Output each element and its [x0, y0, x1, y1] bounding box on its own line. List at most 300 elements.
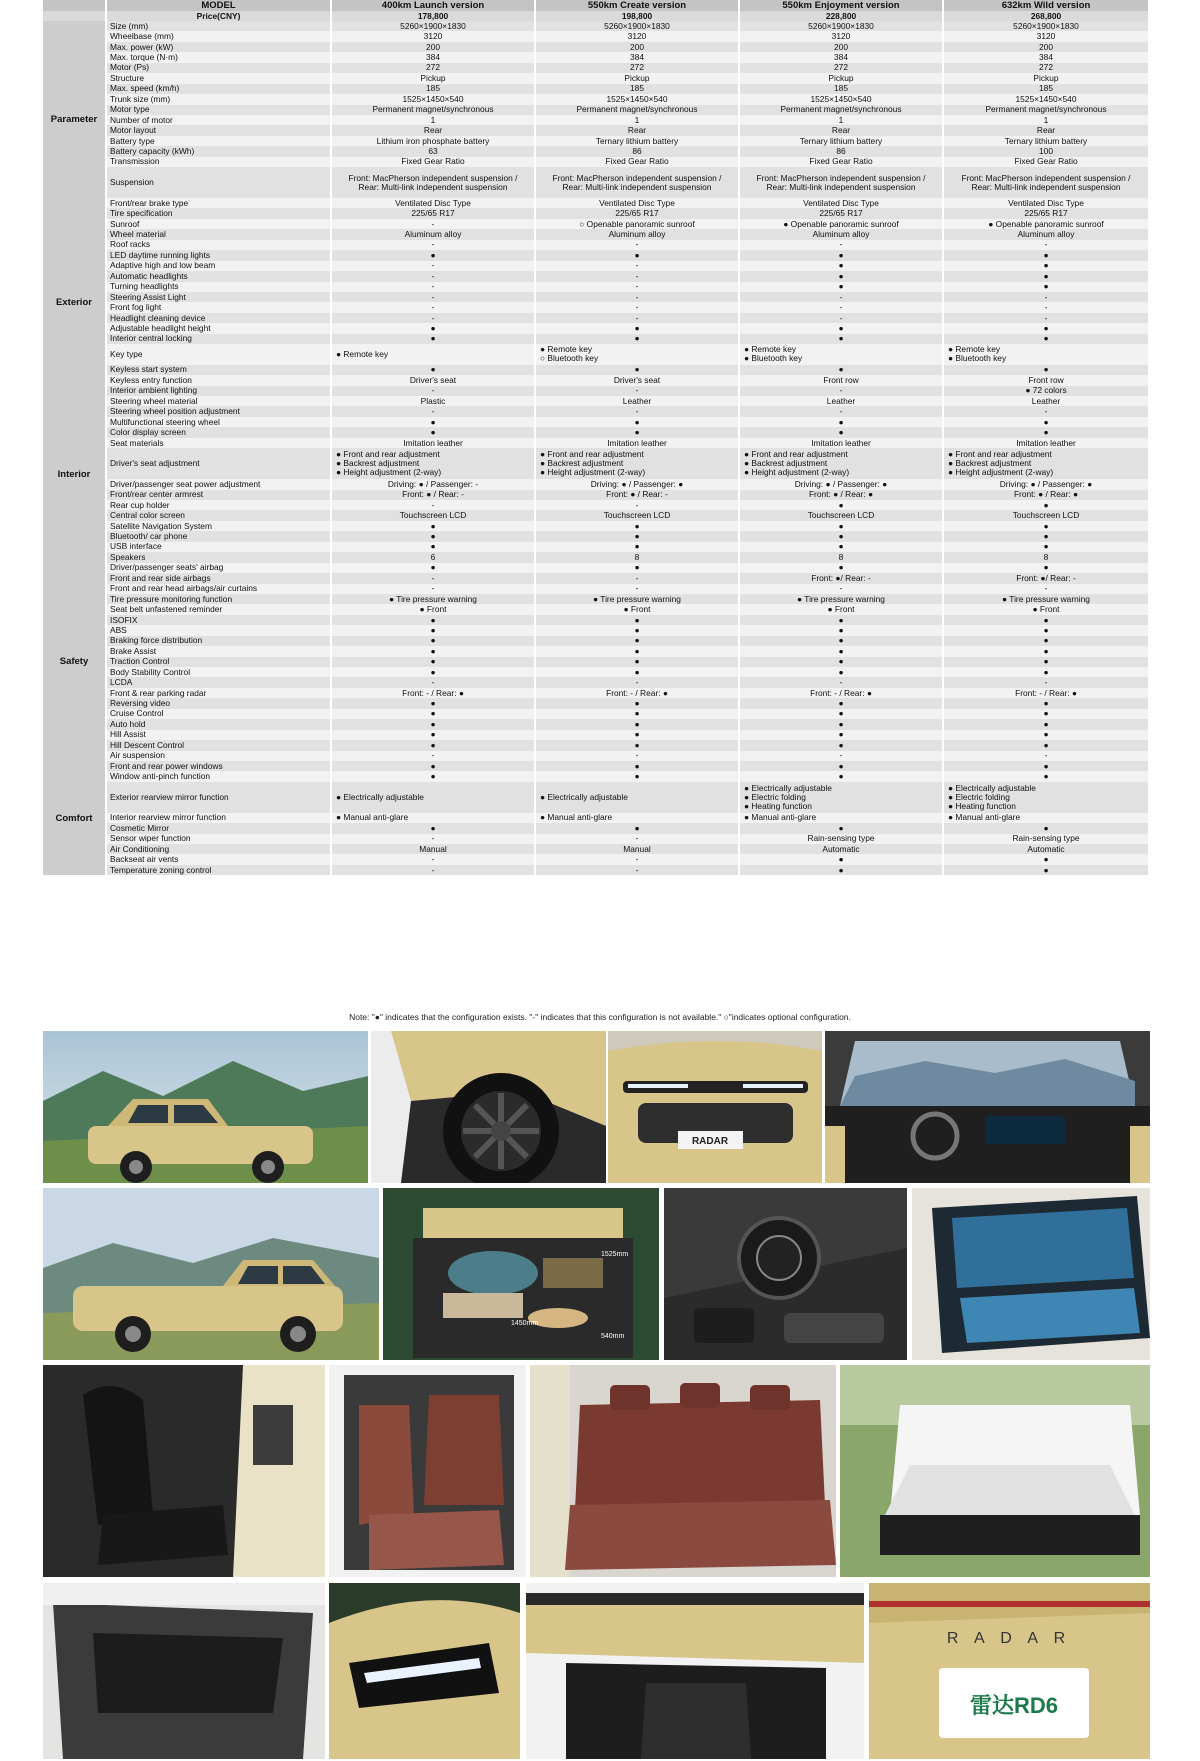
spec-label: Max. torque (N·m) [106, 52, 331, 62]
spec-row [43, 730, 1149, 740]
spec-row [43, 500, 1149, 510]
spec-value-line: ● Front and rear adjustment [336, 449, 440, 460]
spec-label: Headlight cleaning device [106, 313, 331, 323]
spec-value: - [535, 865, 739, 875]
spec-value: - [331, 271, 535, 281]
spec-value: - [739, 677, 943, 687]
spec-label: Keyless entry function [106, 375, 331, 385]
spec-value: Aluminum alloy [331, 229, 535, 239]
spec-row [43, 667, 1149, 677]
spec-value: ● [331, 761, 535, 771]
spec-value: Ternary lithium battery [943, 136, 1149, 146]
spec-value-line: ● Height adjustment (2-way) [744, 467, 850, 478]
spec-value: 100 [943, 146, 1149, 156]
spec-label: Max. power (kW) [106, 42, 331, 52]
spec-value: Rain-sensing type [739, 834, 943, 844]
spec-row [43, 657, 1149, 667]
spec-value: Imitation leather [535, 438, 739, 448]
spec-value: ● [535, 636, 739, 646]
section-label: Parameter [43, 21, 106, 219]
spec-value-line: Rear: Multi-link independent suspension [766, 181, 916, 192]
spec-value-line: Front: MacPherson independent suspension / [961, 172, 1131, 183]
spec-row [43, 438, 1149, 448]
spec-row [43, 42, 1149, 52]
spec-value: ● Openable panoramic sunroof [943, 219, 1149, 229]
spec-value: ● [739, 250, 943, 260]
spec-value: ● [535, 625, 739, 635]
spec-value: 3120 [331, 31, 535, 41]
spec-value: 1 [331, 115, 535, 125]
spec-value: 86 [739, 146, 943, 156]
spec-value: Front: ● / Rear: - [331, 490, 535, 500]
spec-label: Color display screen [106, 427, 331, 437]
spec-value: ● [331, 771, 535, 781]
spec-value [535, 344, 739, 365]
spec-value: - [535, 584, 739, 594]
spec-row [43, 417, 1149, 427]
spec-value: - [535, 854, 739, 864]
spec-value: ● [331, 250, 535, 260]
spec-value: - [739, 386, 943, 396]
spec-value: - [331, 751, 535, 761]
spec-row [43, 604, 1149, 614]
spec-value: ● [535, 719, 739, 729]
spec-value: Touchscreen LCD [739, 510, 943, 520]
spec-value: 200 [739, 42, 943, 52]
spec-value-line: ● Electrically adjustable [948, 782, 1036, 793]
spec-value: ● [739, 646, 943, 656]
spec-value [739, 448, 943, 479]
spec-value: Driver's seat [535, 375, 739, 385]
spec-row [43, 302, 1149, 312]
model-name: 550km Create version [535, 0, 739, 11]
spec-value: ● [943, 615, 1149, 625]
spec-label: Seat belt unfastened reminder [106, 604, 331, 614]
spec-row [43, 761, 1149, 771]
spec-label: Steering wheel material [106, 396, 331, 406]
spec-label: Tire specification [106, 208, 331, 218]
spec-label: Satellite Navigation System [106, 521, 331, 531]
spec-value: Rear [739, 125, 943, 135]
spec-label: Driver/passenger seats' airbag [106, 563, 331, 573]
spec-value: ● [535, 667, 739, 677]
spec-row [43, 261, 1149, 271]
spec-row [43, 136, 1149, 146]
photo-front-seats [43, 1365, 325, 1577]
spec-value: ● [739, 563, 943, 573]
spec-row [43, 167, 1149, 198]
price-row [43, 11, 1149, 21]
spec-value: 3120 [739, 31, 943, 41]
spec-value: ● [331, 323, 535, 333]
spec-value: ● [331, 427, 535, 437]
spec-value: Ventilated Disc Type [943, 198, 1149, 208]
spec-value: ● [535, 521, 739, 531]
spec-value: 1525×1450×540 [943, 94, 1149, 104]
spec-value: ● [739, 823, 943, 833]
spec-label: USB interface [106, 542, 331, 552]
spec-value: ● [943, 250, 1149, 260]
spec-value-line: ○ Bluetooth key [540, 353, 599, 364]
spec-row [43, 386, 1149, 396]
spec-row [43, 323, 1149, 333]
spec-value: 272 [535, 63, 739, 73]
spec-row [43, 406, 1149, 416]
section-label: Comfort [43, 761, 106, 875]
spec-row [43, 292, 1149, 302]
spec-value: - [331, 584, 535, 594]
photo-white-tailgate [840, 1365, 1150, 1577]
spec-label: Rear cup holder [106, 500, 331, 510]
spec-value: ● Tire pressure warning [739, 594, 943, 604]
spec-value: ● [739, 667, 943, 677]
spec-value: ● [943, 427, 1149, 437]
spec-value-line: Rear: Multi-link independent suspension [358, 181, 508, 192]
spec-value: ● [331, 740, 535, 750]
spec-value: ● [739, 282, 943, 292]
spec-row [43, 271, 1149, 281]
spec-value: Driving: ● / Passenger: ● [535, 479, 739, 489]
spec-value: ● [739, 625, 943, 635]
spec-value: - [739, 406, 943, 416]
spec-value: - [331, 386, 535, 396]
legend-note: Note: "●" indicates that the configuration exists. "-" indicates that this configuration is not available." ○"indicates optional configuration. [349, 1012, 851, 1022]
spec-row [43, 31, 1149, 41]
spec-value: Driving: ● / Passenger: - [331, 479, 535, 489]
spec-row [43, 219, 1149, 229]
spec-value: - [943, 240, 1149, 250]
spec-value: Driver's seat [331, 375, 535, 385]
spec-value: 1 [535, 115, 739, 125]
spec-row [43, 573, 1149, 583]
spec-value: Pickup [943, 73, 1149, 83]
spec-value: - [331, 282, 535, 292]
spec-value: 225/65 R17 [943, 208, 1149, 218]
spec-row [43, 313, 1149, 323]
spec-value: 8 [535, 552, 739, 562]
photo-cargo-bed [383, 1188, 659, 1360]
spec-value: ● Manual anti-glare [331, 813, 535, 823]
spec-value: ● [535, 730, 739, 740]
spec-value: ● [535, 427, 739, 437]
spec-value: ● Front [739, 604, 943, 614]
spec-value: Front: - / Rear: ● [943, 688, 1149, 698]
spec-value: - [535, 240, 739, 250]
spec-value: ● [331, 334, 535, 344]
spec-value: ● [535, 761, 739, 771]
spec-value: ● Front [331, 604, 535, 614]
dim-1450: 1450mm [511, 1320, 539, 1327]
spec-value: ● [331, 417, 535, 427]
spec-value: ● [943, 417, 1149, 427]
spec-value: - [331, 240, 535, 250]
photo-dashboard [825, 1031, 1150, 1183]
spec-value-line: ● Electrically adjustable [540, 791, 628, 802]
spec-row [43, 479, 1149, 489]
spec-value: Imitation leather [739, 438, 943, 448]
spec-value: 225/65 R17 [535, 208, 739, 218]
spec-value: Rear [331, 125, 535, 135]
spec-value: Ventilated Disc Type [331, 198, 535, 208]
spec-label: Adjustable headlight height [106, 323, 331, 333]
spec-label: Window anti-pinch function [106, 771, 331, 781]
spec-row [43, 282, 1149, 292]
spec-value: ● [739, 698, 943, 708]
spec-label: Traction Control [106, 657, 331, 667]
spec-label: Sunroof [106, 219, 331, 229]
spec-row [43, 782, 1149, 813]
spec-value [943, 344, 1149, 365]
spec-row [43, 865, 1149, 875]
photo-sunroof [912, 1188, 1150, 1360]
spec-value: Driving: ● / Passenger: ● [943, 479, 1149, 489]
spec-row [43, 240, 1149, 250]
spec-value: ● [943, 323, 1149, 333]
section-label: Exterior [43, 219, 106, 386]
spec-value: ● [943, 823, 1149, 833]
spec-value-line: ● Backrest adjustment [540, 458, 624, 469]
spec-value: ● [535, 740, 739, 750]
spec-label: ISOFIX [106, 615, 331, 625]
photo-roof-rail [526, 1583, 864, 1759]
spec-label: Sensor wiper function [106, 834, 331, 844]
dim-540: 540mm [601, 1333, 625, 1340]
spec-value: ● [535, 646, 739, 656]
spec-value: Front row [739, 375, 943, 385]
spec-value: 63 [331, 146, 535, 156]
spec-label: ABS [106, 625, 331, 635]
spec-value: ● [943, 865, 1149, 875]
model-header-row [43, 0, 1149, 11]
spec-value: ● [943, 657, 1149, 667]
spec-value: Ventilated Disc Type [739, 198, 943, 208]
spec-row [43, 448, 1149, 479]
spec-value-line: ● Remote key [336, 348, 389, 359]
spec-value [535, 782, 739, 813]
spec-label: Adaptive high and low beam [106, 261, 331, 271]
spec-label: Bluetooth/ car phone [106, 531, 331, 541]
spec-value: 5260×1900×1830 [739, 21, 943, 31]
spec-value-line: ● Bluetooth key [948, 353, 1007, 364]
spec-value: ● Manual anti-glare [739, 813, 943, 823]
spec-value [943, 782, 1149, 813]
section-label: Interior [43, 386, 106, 563]
spec-value: ● [943, 521, 1149, 531]
spec-value: ● [739, 334, 943, 344]
spec-value: Plastic [331, 396, 535, 406]
spec-value: ● [739, 636, 943, 646]
spec-value: ● [943, 667, 1149, 677]
spec-label: Air suspension [106, 751, 331, 761]
spec-row [43, 625, 1149, 635]
spec-value: Fixed Gear Ratio [739, 157, 943, 167]
spec-value [739, 782, 943, 813]
spec-label: Tire pressure monitoring function [106, 594, 331, 604]
spec-label: LCDA [106, 677, 331, 687]
spec-row [43, 698, 1149, 708]
spec-row [43, 594, 1149, 604]
spec-label: Front fog light [106, 302, 331, 312]
spec-value: Automatic [739, 844, 943, 854]
spec-value: ● [943, 636, 1149, 646]
spec-value: - [331, 261, 535, 271]
spec-row [43, 63, 1149, 73]
spec-row [43, 751, 1149, 761]
spec-value: ● [535, 823, 739, 833]
spec-label: Motor layout [106, 125, 331, 135]
spec-value: ● [739, 427, 943, 437]
price-value: 268,800 [943, 11, 1149, 21]
spec-label: Battery capacity (kWh) [106, 146, 331, 156]
spec-label: Trunk size (mm) [106, 94, 331, 104]
spec-value: - [943, 677, 1149, 687]
spec-row [43, 834, 1149, 844]
spec-value: - [739, 302, 943, 312]
spec-value: Leather [739, 396, 943, 406]
spec-value: - [331, 313, 535, 323]
spec-value: Permanent magnet/synchronous [943, 105, 1149, 115]
spec-value: 5260×1900×1830 [331, 21, 535, 31]
spec-row [43, 115, 1149, 125]
spec-value-line: Front: MacPherson independent suspension / [756, 172, 926, 183]
spec-value: ● [535, 709, 739, 719]
spec-label: Seat materials [106, 438, 331, 448]
spec-label: Front & rear parking radar [106, 688, 331, 698]
spec-value: - [331, 854, 535, 864]
spec-value-line: Front: MacPherson independent suspension / [552, 172, 722, 183]
spec-row [43, 823, 1149, 833]
spec-value: ● [943, 719, 1149, 729]
spec-value: Manual [331, 844, 535, 854]
spec-value: ● Manual anti-glare [535, 813, 739, 823]
spec-row [43, 636, 1149, 646]
spec-value: - [739, 240, 943, 250]
spec-row [43, 813, 1149, 823]
spec-row [43, 615, 1149, 625]
spec-row [43, 52, 1149, 62]
model-name: 400km Launch version [331, 0, 535, 11]
spec-label: Automatic headlights [106, 271, 331, 281]
spec-value: Touchscreen LCD [331, 510, 535, 520]
spec-value: - [331, 292, 535, 302]
spec-value: 1525×1450×540 [739, 94, 943, 104]
spec-value: - [535, 386, 739, 396]
photo-drive-knob [664, 1188, 907, 1360]
spec-value: ● [739, 771, 943, 781]
spec-value: ● [331, 615, 535, 625]
spec-value [331, 782, 535, 813]
spec-value: ● [331, 823, 535, 833]
spec-row [43, 719, 1149, 729]
spec-label: Motor (Ps) [106, 63, 331, 73]
spec-value: ● Front [535, 604, 739, 614]
spec-value: 1525×1450×540 [331, 94, 535, 104]
spec-row [43, 688, 1149, 698]
spec-value: - [535, 677, 739, 687]
spec-value: ● [331, 709, 535, 719]
spec-value: 5260×1900×1830 [943, 21, 1149, 31]
spec-value-line: ● Backrest adjustment [948, 458, 1032, 469]
spec-label: Structure [106, 73, 331, 83]
price-value: 178,800 [331, 11, 535, 21]
spec-value: ● [331, 542, 535, 552]
photo-rear-badge [869, 1583, 1150, 1759]
spec-value: ● [331, 730, 535, 740]
spec-row [43, 198, 1149, 208]
spec-label: Steering wheel position adjustment [106, 406, 331, 416]
photo-wheel-closeup [371, 1031, 606, 1183]
spec-value: ● [943, 730, 1149, 740]
spec-value-line: ● Height adjustment (2-way) [948, 467, 1054, 478]
spec-value: Manual [535, 844, 739, 854]
spec-value: 272 [943, 63, 1149, 73]
spec-label: Keyless start system [106, 365, 331, 375]
spec-value: - [739, 584, 943, 594]
spec-value: ● [739, 365, 943, 375]
photo-rear-bench [530, 1365, 836, 1577]
spec-value: - [535, 261, 739, 271]
spec-label: Battery type [106, 136, 331, 146]
spec-value: - [535, 573, 739, 583]
spec-row [43, 844, 1149, 854]
spec-label: Transmission [106, 157, 331, 167]
model-name: 550km Enjoyment version [739, 0, 943, 11]
model-label: MODEL [106, 0, 331, 11]
spec-value: ● [331, 521, 535, 531]
spec-value: - [535, 751, 739, 761]
spec-value: ● [535, 323, 739, 333]
spec-value: - [739, 313, 943, 323]
spec-value: - [535, 271, 739, 281]
spec-value: ● [943, 261, 1149, 271]
spec-value: ● [739, 542, 943, 552]
spec-value: - [535, 834, 739, 844]
spec-value: 1 [739, 115, 943, 125]
spec-table [43, 0, 1150, 875]
spec-value: ● [739, 854, 943, 864]
spec-value: Imitation leather [331, 438, 535, 448]
spec-row [43, 490, 1149, 500]
spec-value: - [739, 292, 943, 302]
spec-value: - [535, 282, 739, 292]
corner-cell [43, 11, 106, 21]
spec-value: ● [535, 250, 739, 260]
spec-label: Roof racks [106, 240, 331, 250]
spec-value: 272 [739, 63, 943, 73]
spec-value: ● Tire pressure warning [535, 594, 739, 604]
spec-value: - [943, 313, 1149, 323]
spec-value: ● [739, 865, 943, 875]
spec-value: 185 [331, 84, 535, 94]
spec-value: 384 [739, 52, 943, 62]
spec-value: Front: ● / Rear: - [535, 490, 739, 500]
dim-1525: 1525mm [601, 1251, 629, 1258]
spec-label: Air Conditioning [106, 844, 331, 854]
spec-value: Front: - / Rear: ● [739, 688, 943, 698]
spec-value: 384 [331, 52, 535, 62]
spec-value: - [943, 292, 1149, 302]
photo-front-grille [608, 1031, 822, 1183]
spec-label: Suspension [106, 167, 331, 198]
spec-value: 3120 [535, 31, 739, 41]
spec-value: Permanent magnet/synchronous [331, 105, 535, 115]
spec-label: Multifunctional steering wheel [106, 417, 331, 427]
spec-value: ● [331, 667, 535, 677]
corner-cell [43, 0, 106, 11]
spec-value: 200 [535, 42, 739, 52]
spec-value: ● [331, 531, 535, 541]
spec-value-line: ● Remote key [948, 344, 1001, 355]
